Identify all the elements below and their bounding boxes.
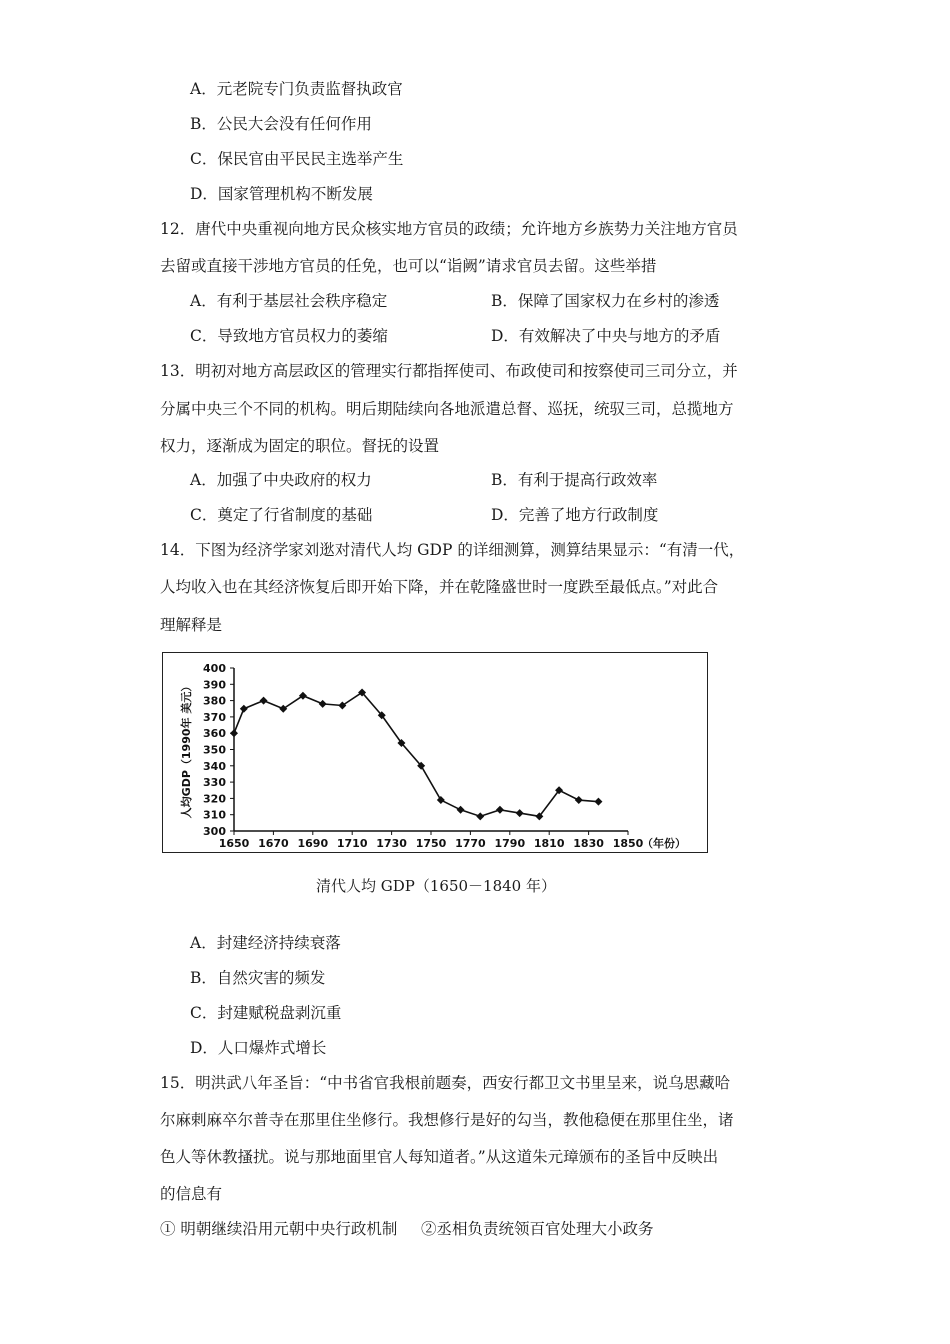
data-point: [319, 700, 327, 708]
y-tick-label: 320: [203, 792, 226, 806]
q15-item-1: ① 明朝继续沿用元朝中央行政机制: [160, 1220, 398, 1238]
q14-stem-line1: 14．下图为经济学家刘逖对清代人均 GDP 的详细测算，测算结果显示：“有清一代，: [160, 541, 745, 559]
q11-option-a: A．元老院专门负责监督执政官: [190, 80, 403, 98]
x-tick-label: 1670: [258, 837, 289, 850]
q15-stem-line2: 尔麻剌麻卒尔普寺在那里住坐修行。我想修行是好的勾当，教他稳便在那里住坐，诸: [160, 1111, 734, 1129]
q15-stem-line4: 的信息有: [160, 1185, 223, 1203]
q11-option-b: B．公民大会没有任何作用: [190, 115, 372, 133]
data-point: [260, 697, 268, 705]
q13-stem-line2: 分属中央三个不同的机构。明后期陆续向各地派遣总督、巡抚，统驭三司，总揽地方: [160, 400, 734, 418]
q13-option-a: A．加强了中央政府的权力: [190, 471, 372, 489]
data-point: [437, 796, 445, 804]
x-tick-label: 1730: [376, 837, 407, 850]
y-tick-label: 340: [203, 759, 226, 773]
x-axis-label: （年份）: [642, 837, 686, 850]
q12-stem-line2: 去留或直接干涉地方官员的任免，也可以“诣阙”请求官员去留。这些举措: [160, 257, 657, 275]
x-tick-label: 1810: [533, 837, 565, 850]
x-tick-label: 1650: [218, 837, 250, 850]
y-tick-label: 300: [203, 825, 226, 838]
x-tick-label: 1770: [455, 837, 486, 850]
gdp-series-line: [234, 692, 598, 816]
q15-item-2: ②丞相负责统领百官处理大小政务: [421, 1220, 654, 1238]
q14-stem-line3: 理解释是: [160, 616, 223, 634]
q14-stem-line2: 人均收入也在其经济恢复后即开始下降，并在乾隆盛世时一度跌至最低点。”对此合: [160, 578, 719, 596]
y-tick-label: 380: [203, 694, 226, 708]
q12-option-a: A．有利于基层社会秩序稳定: [190, 292, 388, 310]
y-axis-label: 人均GDP（1990年 美元）: [180, 680, 193, 819]
q14-option-d: D．人口爆炸式增长: [190, 1039, 327, 1057]
q12-option-c: C．导致地方官员权力的萎缩: [190, 327, 388, 345]
y-tick-label: 310: [203, 808, 226, 822]
x-tick-label: 1750: [415, 837, 447, 850]
q11-option-d: D．国家管理机构不断发展: [190, 185, 373, 203]
y-tick-label: 390: [203, 678, 226, 692]
q13-option-b: B．有利于提高行政效率: [491, 471, 658, 489]
data-point: [457, 806, 465, 814]
x-tick-label: 1790: [494, 837, 526, 850]
q15-stem-line1: 15．明洪武八年圣旨：“中书省官我根前题奏，西安行都卫文书里呈来，说乌思藏哈: [160, 1074, 731, 1092]
data-point: [496, 806, 504, 814]
x-tick-label: 1830: [573, 837, 604, 850]
data-point: [575, 796, 583, 804]
q12-option-b: B．保障了国家权力在乡村的渗透: [491, 292, 720, 310]
data-point: [240, 705, 248, 713]
chart-caption: 清代人均 GDP（1650－1840 年）: [316, 877, 556, 895]
y-tick-label: 330: [203, 776, 226, 790]
x-tick-label: 1710: [336, 837, 368, 850]
data-point: [594, 798, 602, 806]
gdp-chart-svg: [163, 653, 709, 854]
data-point: [516, 809, 524, 817]
q13-option-d: D．完善了地方行政制度: [491, 506, 659, 524]
x-tick-label: 1850: [612, 837, 644, 850]
q15-stem-line3: 色人等休教搔扰。说与那地面里官人每知道者。”从这道朱元璋颁布的圣旨中反映出: [160, 1148, 719, 1166]
q14-option-c: C．封建赋税盘剥沉重: [190, 1004, 342, 1022]
y-tick-label: 360: [203, 727, 226, 741]
y-tick-label: 350: [203, 743, 226, 757]
y-tick-label: 400: [203, 662, 226, 675]
q11-option-c: C．保民官由平民民主选举产生: [190, 150, 404, 168]
y-tick-label: 370: [203, 710, 226, 724]
q14-option-b: B．自然灾害的频发: [190, 969, 326, 987]
q13-option-c: C．奠定了行省制度的基础: [190, 506, 373, 524]
q13-stem-line3: 权力，逐渐成为固定的职位。督抚的设置: [160, 437, 440, 455]
data-point: [476, 812, 484, 820]
x-tick-label: 1690: [297, 837, 329, 850]
q12-option-d: D．有效解决了中央与地方的矛盾: [491, 327, 721, 345]
q14-option-a: A．封建经济持续衰落: [190, 934, 341, 952]
data-point: [230, 729, 238, 737]
gdp-chart: [162, 652, 708, 853]
q13-stem-line1: 13．明初对地方高层政区的管理实行都指挥使司、布政使司和按察使司三司分立，并: [160, 362, 738, 380]
q12-stem-line1: 12．唐代中央重视向地方民众核实地方官员的政绩；允许地方乡族势力关注地方官员: [160, 220, 738, 238]
